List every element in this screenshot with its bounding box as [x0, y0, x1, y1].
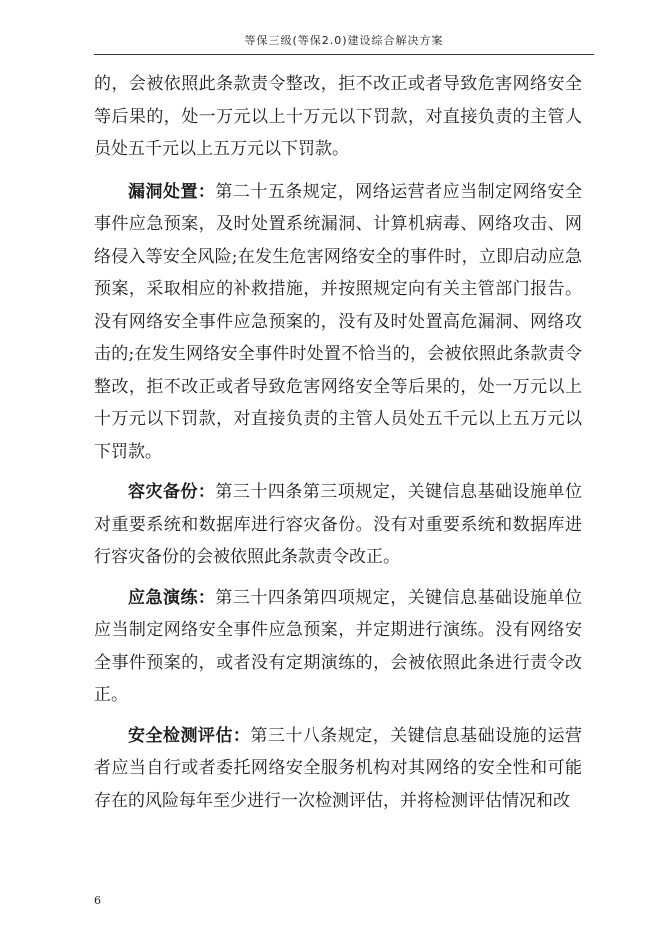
- paragraph-text: 第三十四条第四项规定，关键信息基础设施单位应当制定网络安全事件应急预案，并定期进行演练。没有网络安全事件预案的，或者没有定期演练的，会被依照此条进行责令改正。: [94, 587, 583, 705]
- document-body: [94, 68, 582, 817]
- paragraph-security-assessment: [94, 720, 582, 818]
- paragraph-text: 的，会被依照此条款责令整改，拒不改正或者导致危害网络安全等后果的，处一万元以上十万元以下罚款，对直接负责的主管人员处五千元以上五万元以下罚款。: [94, 74, 582, 159]
- page-number: 6: [94, 894, 101, 907]
- paragraph-text: 第三十八条规定，关键信息基础设施的运营者应当自行或者委托网络安全服务机构对其网络的安全性和可能存在的风险每年至少进行一次检测评估，并将检测评估情况和改: [94, 725, 583, 811]
- paragraph-term: 应急演练：: [128, 587, 216, 608]
- paragraph-vulnerability-handling: [94, 176, 582, 469]
- paragraph-term: 容灾备份：: [128, 482, 216, 502]
- paragraph-text: 第三十四条第三项规定，关键信息基础设施单位对重要系统和数据库进行容灾备份。没有对重要系统和数据库进行容灾备份的会被依照此条款责令改正。: [94, 482, 583, 567]
- paragraph-text: 第二十五条规定，网络运营者应当制定网络安全事件应急预案，及时处置系统漏洞、计算机病毒、网络攻击、网络侵入等安全风险;在发生危害网络安全的事件时，立即启动应急预案，采取相应的补救措施，并按照规定向有关主管部门报告。没有网络安全事件应急预案的，没有及时处置高危漏洞、网络攻击的;在发生网络安全事件时处置不恰当的，会被依照此条款责令整改，拒不改正或者导致危害网络安全等后果的，处一万元以上十万元以下罚款，对直接负责的主管人员处五千元以上五万元以下罚款。: [94, 181, 583, 462]
- header-title: 等保三级(等保2.0)建设综合解决方案: [244, 34, 444, 47]
- paragraph-term: 漏洞处置：: [128, 181, 216, 202]
- paragraph-disaster-backup: [94, 476, 582, 574]
- paragraph-continuation: [94, 68, 582, 166]
- paragraph-term: 安全检测评估：: [128, 725, 251, 746]
- paragraph-emergency-drill: [94, 582, 582, 712]
- page-header: [94, 30, 594, 55]
